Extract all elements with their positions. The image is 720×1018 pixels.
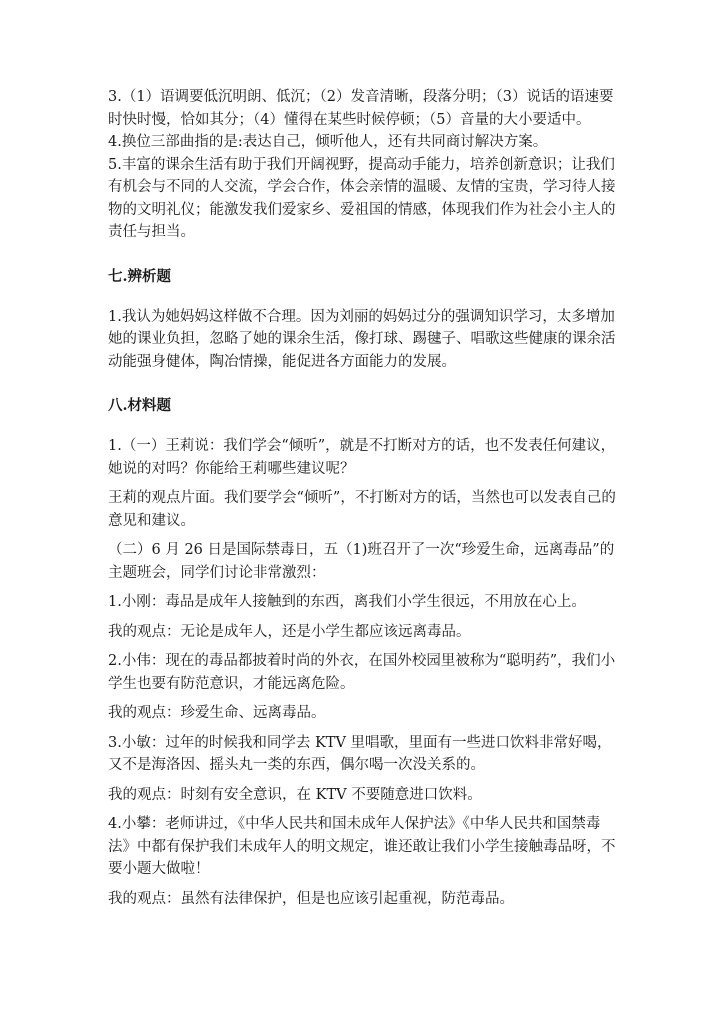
section-8-title: 八.材料题 [108,397,172,414]
statement-2: 2.小伟：现在的毒品都披着时尚的外衣，在国外校园里被称为“聪明药”，我们小学生也要有防范意识，才能远离危险。 [108,653,616,692]
document-page [108,86,618,910]
answer-3: 3.（1）语调要低沉明朗、低沉；（2）发音清晰，段落分明；（3）说话的语速要时快时慢，恰如其分；（4）懂得在某些时候停顿；（5）音量的大小要适中。 [108,89,614,128]
statement-3: 3.小敏：过年的时候我和同学去 KTV 里唱歌，里面有一些进口饮料非常好喝，又不是海洛因、摇头丸一类的东西，偶尔喝一次没关系的。 [108,734,612,773]
opinion-4: 我的观点：虽然有法律保护，但是也应该引起重视，防范毒品。 [108,890,514,907]
opinion-2: 我的观点：珍爱生命、远离毒品。 [108,705,326,721]
section-7-title: 七.辨析题 [108,267,172,285]
statement-4: 4.小攀：老师讲过，《中华人民共和国未成年人保护法》《中华人民共和国禁毒法》中都有保护我们未成年人的明文规定，谁还敢让我们小学生接触毒品呀，不要小题大做啦！ [108,816,616,877]
section-8-question-1: 1.（一）王莉说：我们学会“倾听”，就是不打断对方的话，也不发表任何建议，她说的对吗？你能给王莉哪些建议呢？ [108,438,616,477]
answer-5: 5.丰富的课余生活有助于我们开阔视野，提高动手能力，培养创新意识；让我们有机会与不同的人交流，学会合作，体会亲情的温暖、友情的宝贵，学习待人接物的文明礼仪；能激发我们爱家乡、爱祖国的情感，体现我们作为社会小主人的责任与担当。 [108,156,616,240]
section-8-intro-2: （二）6 月 26 日是国际禁毒日，五（1)班召开了一次“珍爱生命，远离毒品”的主题班会，同学们讨论非常激烈： [108,542,615,581]
answer-4: 4.换位三部曲指的是:表达自己，倾听他人，还有共同商讨解决方案。 [108,134,548,150]
statement-1: 1.小刚：毒品是成年人接触到的东西，离我们小学生很远，不用放在心上。 [108,594,586,610]
section-8-answer-1: 王莉的观点片面。我们要学会“倾听”，不打断对方的话，当然也可以发表自己的意见和建议。 [108,490,616,529]
section-7-answer: 1.我认为她妈妈这样做不合理。因为刘丽的妈妈过分的强调知识学习，太多增加她的课业负担，忽略了她的课余生活，像打球、踢毽子、唱歌这些健康的课余活动能强身健体，陶冶情操，能促进各方面能力的发展。 [108,308,616,370]
opinion-3: 我的观点：时刻有安全意识，在 KTV 不要随意进口饮料。 [108,786,482,803]
opinion-1: 我的观点：无论是成年人，还是小学生都应该远离毒品。 [108,623,471,640]
